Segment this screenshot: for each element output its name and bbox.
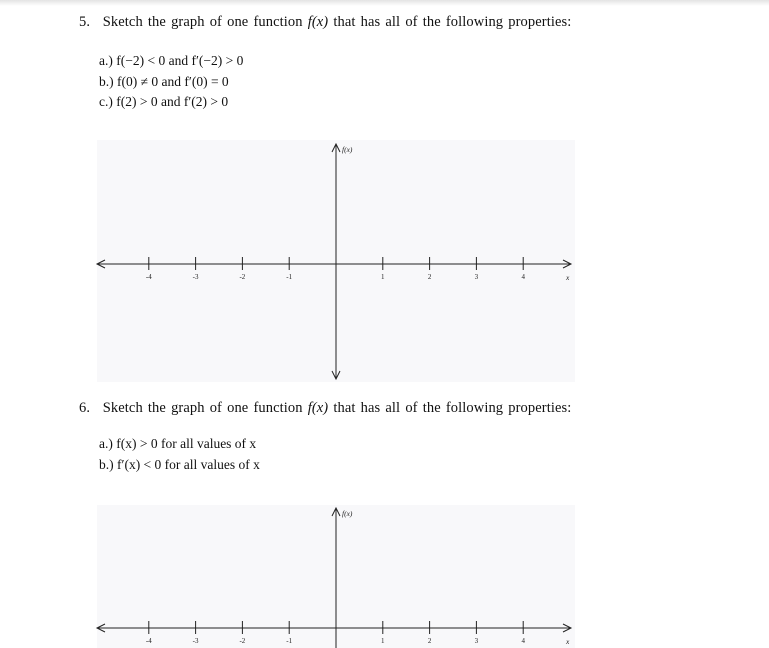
- property-a: a.) f(x) > 0 for all values of x: [99, 436, 257, 451]
- x-axis-label: x: [566, 273, 570, 282]
- prompt-prefix: Sketch the graph of one function: [102, 14, 308, 30]
- x-tick-label: 4: [521, 273, 525, 281]
- x-tick-label: 3: [474, 637, 479, 645]
- property-c: c.) f(2) > 0 and f′(2) > 0: [99, 94, 229, 109]
- property-b: b.) f′(x) < 0 for all values of x: [99, 456, 260, 472]
- x-tick-label: -2: [239, 273, 246, 281]
- x-tick-label: 1: [381, 637, 385, 645]
- x-tick-label: -4: [145, 637, 152, 645]
- y-axis-label: f(x): [342, 145, 353, 154]
- x-tick-label: 4: [521, 637, 525, 645]
- x-tick-label: 2: [427, 637, 432, 645]
- x-tick-label: 2: [427, 273, 432, 281]
- y-axis-label: f(x): [342, 509, 353, 518]
- x-tick-label: -3: [192, 273, 199, 281]
- prompt-prefix: Sketch the graph of one function: [102, 400, 308, 416]
- x-tick-label: -1: [286, 273, 293, 281]
- x-axis-label: x: [566, 637, 570, 646]
- property-a: a.) f(−2) < 0 and f′(−2) > 0: [99, 53, 244, 68]
- function-name: f(x): [307, 400, 329, 416]
- x-tick-label: -1: [286, 637, 293, 645]
- x-tick-label: 3: [474, 273, 479, 281]
- problem-number: 6.: [79, 400, 91, 416]
- function-name: f(x): [307, 14, 329, 30]
- x-tick-label: -4: [145, 273, 152, 281]
- x-tick-label: 1: [381, 273, 385, 281]
- x-tick-label: -2: [239, 637, 246, 645]
- x-tick-label: -3: [192, 637, 199, 645]
- prompt-suffix: that has all of the following properties:: [328, 400, 572, 416]
- property-b: b.) f(0) ≠ 0 and f′(0) = 0: [99, 73, 229, 89]
- prompt-suffix: that has all of the following properties:: [328, 14, 572, 30]
- problem-number: 5.: [79, 14, 91, 30]
